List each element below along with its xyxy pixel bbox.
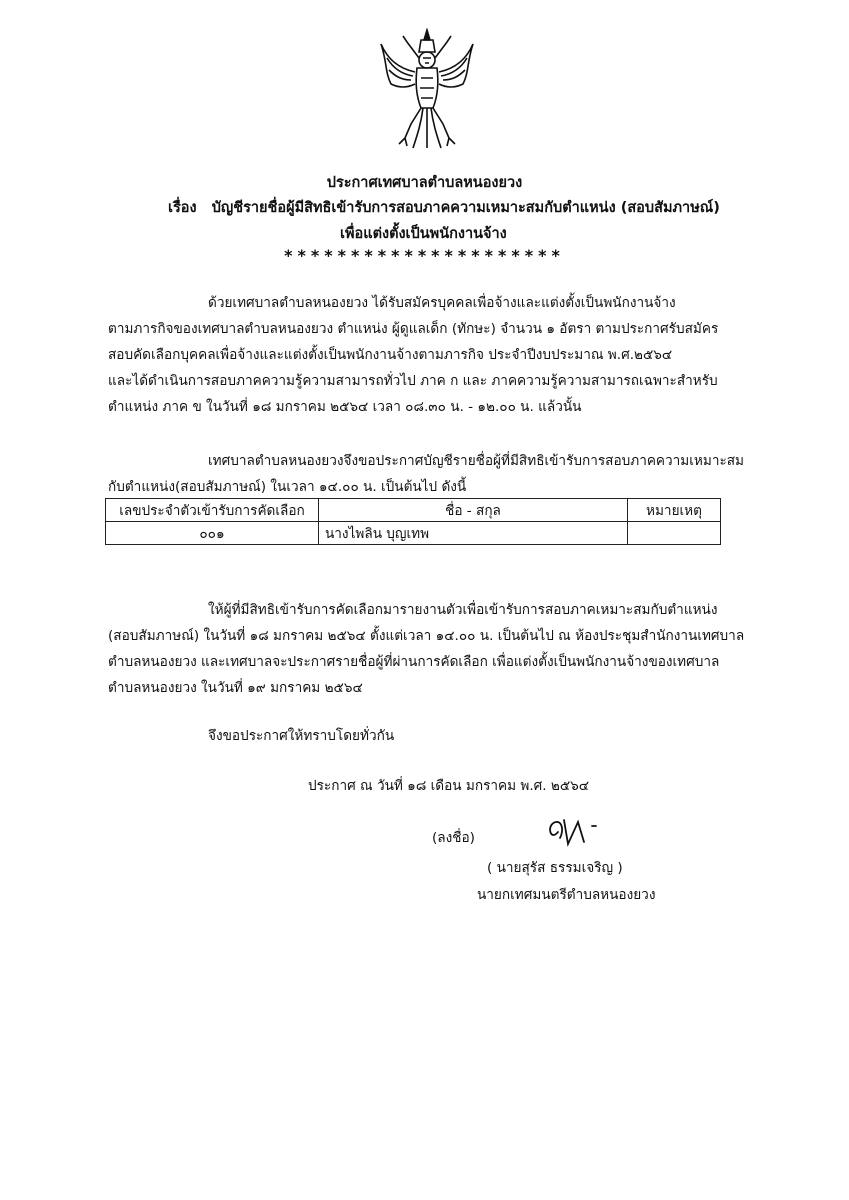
announce-date: ประกาศ ณ วันที่ ๑๘ เดือน มกราคม พ.ศ. ๒๕๖๔: [308, 778, 590, 794]
paragraph-2: [108, 448, 744, 500]
header-remark: หมายเหตุ: [628, 499, 721, 522]
signature-mark: [540, 812, 620, 852]
header-candidate-number: เลขประจำตัวเข้ารับการคัดเลือก: [106, 499, 319, 522]
org-title: ประกาศเทศบาลตำบลหนองยวง: [326, 175, 523, 191]
subject-line-1: บัญชีรายชื่อผู้มีสิทธิเข้ารับการสอบภาคความเหมาะสมกับตำแหน่ง (สอบสัมภาษณ์): [211, 200, 720, 216]
header-full-name: ชื่อ - สกุล: [319, 499, 628, 522]
candidate-name: นางไพลิน บุญเทพ: [319, 522, 628, 545]
paragraph-1: [108, 290, 718, 420]
candidate-table: [105, 498, 721, 545]
subject-block: [168, 196, 720, 219]
sign-label: (ลงชื่อ): [432, 830, 475, 846]
signer-name: ( นายสุรัส ธรรมเจริญ ): [487, 860, 623, 876]
title-block: [60, 170, 789, 196]
para2-line: เทศบาลตำบลหนองยวงจึงขอประกาศบัญชีรายชื่อผู้ที่มีสิทธิเข้ารับการสอบภาคความเหมาะสม: [208, 453, 745, 469]
para1-line: ตามภารกิจของเทศบาลตำบลหนองยวง ตำแหน่ง ผู้ดูแลเด็ก (ทักษะ) จำนวน ๑ อัตรา ตามประกาศรับสมัคร: [108, 321, 719, 337]
para1-line: ด้วยเทศบาลตำบลหนองยวง ได้รับสมัครบุคคลเพื่อจ้างและแต่งตั้งเป็นพนักงานจ้าง: [208, 295, 676, 311]
garuda-emblem-icon: [377, 28, 477, 150]
table-row: [106, 522, 721, 545]
para2-line: กับตำแหน่ง(สอบสัมภาษณ์) ในเวลา ๑๔.๐๐ น. เป็นต้นไป ดังนี้: [108, 479, 467, 495]
signer-position: นายกเทศมนตรีตำบลหนองยวง: [477, 887, 656, 903]
para1-line: ตำแหน่ง ภาค ข ในวันที่ ๑๘ มกราคม ๒๕๖๔ เวลา ๐๘.๓๐ น. - ๑๒.๐๐ น. แล้วนั้น: [108, 399, 582, 415]
para3-line: ให้ผู้ที่มีสิทธิเข้ารับการคัดเลือกมารายงานตัวเพื่อเข้ารับการสอบภาคเหมาะสมกับตำแหน่ง: [208, 602, 718, 618]
candidate-number: ๐๐๑: [106, 522, 319, 545]
table-header-row: [106, 499, 721, 522]
para3-line: ตำบลหนองยวง และเทศบาลจะประกาศรายชื่อผู้ที่ผ่านการคัดเลือก เพื่อแต่งตั้งเป็นพนักงานจ้างของเทศบาล: [108, 654, 720, 670]
para1-line: สอบคัดเลือกบุคคลเพื่อจ้างและแต่งตั้งเป็นพนักงานจ้างตามภารกิจ ประจำปีงบประมาณ พ.ศ.๒๕๖๔: [108, 347, 673, 363]
para3-line: ตำบลหนองยวง ในวันที่ ๑๙ มกราคม ๒๕๖๔: [108, 680, 363, 696]
para1-line: และได้ดำเนินการสอบภาคความรู้ความสามารถทั่วไป ภาค ก และ ภาคความรู้ความสามารถเฉพาะสำหรับ: [108, 373, 718, 389]
para3-line: (สอบสัมภาษณ์) ในวันที่ ๑๘ มกราคม ๒๕๖๔ ตั้งแต่เวลา ๑๔.๐๐ น. เป็นต้นไป ณ ห้องประชุมสำนักงานเทศบาล: [108, 628, 745, 644]
paragraph-3: [108, 597, 744, 701]
candidate-remark: [628, 522, 721, 545]
subject-label: เรื่อง: [168, 200, 197, 216]
closing-statement: จึงขอประกาศให้ทราบโดยทั่วกัน: [208, 728, 395, 744]
subject-line-2: เพื่อแต่งตั้งเป็นพนักงานจ้าง: [340, 226, 507, 242]
star-divider: *********************: [284, 246, 565, 265]
